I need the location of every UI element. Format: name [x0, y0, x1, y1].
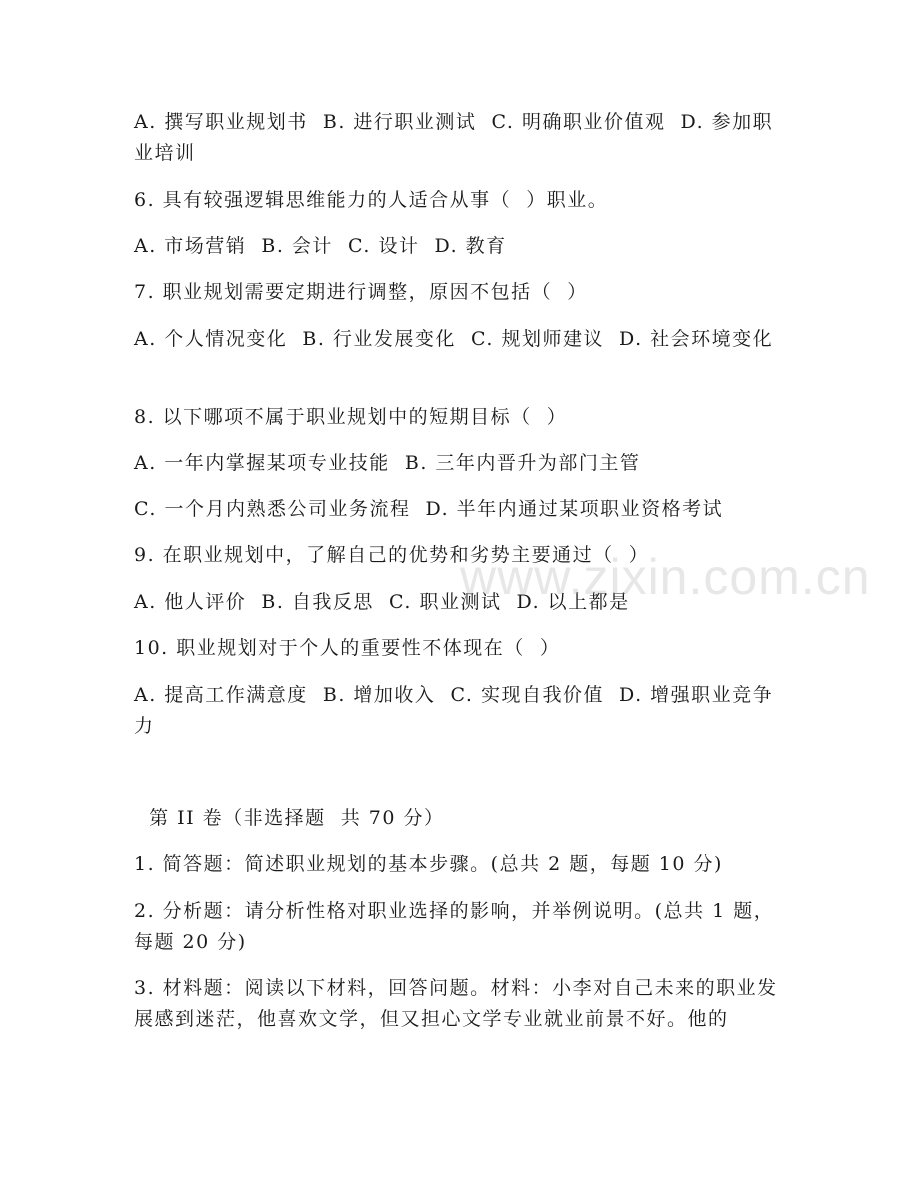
q9-question: 9. 在职业规划中，了解自己的优势和劣势主要通过（ ）: [134, 544, 650, 566]
q5-options: A. 撰写职业规划书 B. 进行职业测试 C. 明确职业价值观 D. 参加职业培训: [134, 111, 774, 164]
q8-question: 8. 以下哪项不属于职业规划中的短期目标（ ）: [134, 406, 568, 428]
q6-question: 6. 具有较强逻辑思维能力的人适合从事（ ）职业。: [134, 189, 609, 211]
watermark: www.zixin.com.cn: [460, 549, 871, 605]
analysis-question: 2. 分析题：请分析性格对职业选择的影响，并举例说明。(总共 1 题，每题 20 分): [134, 900, 775, 953]
q10-question: 10. 职业规划对于个人的重要性不体现在（ ）: [134, 637, 561, 659]
q6-options: A. 市场营销 B. 会计 C. 设计 D. 教育: [134, 235, 507, 257]
q8-options-line-2: C. 一个月内熟悉公司业务流程 D. 半年内通过某项职业资格考试: [134, 498, 724, 520]
q10-options: A. 提高工作满意度 B. 增加收入 C. 实现自我价值 D. 增强职业竞争力: [134, 684, 774, 737]
material-question: 3. 材料题：阅读以下材料，回答问题。材料：小李对自己未来的职业发展感到迷茫，他喜欢文学，但又担心文学专业就业前景不好。他的: [134, 977, 778, 1030]
q9-options: A. 他人评价 B. 自我反思 C. 职业测试 D. 以上都是: [134, 591, 630, 613]
short-answer-question: 1. 简答题：简述职业规划的基本步骤。(总共 2 题，每题 10 分): [134, 853, 723, 875]
q7-options: A. 个人情况变化 B. 行业发展变化 C. 规划师建议 D. 社会环境变化: [134, 328, 774, 350]
section-heading: 第 II 卷（非选择题 共 70 分）: [134, 807, 445, 829]
q8-options-line-1: A. 一年内掌握某项专业技能 B. 三年内晋升为部门主管: [134, 452, 641, 474]
q7-question: 7. 职业规划需要定期进行调整，原因不包括（ ）: [134, 281, 588, 303]
